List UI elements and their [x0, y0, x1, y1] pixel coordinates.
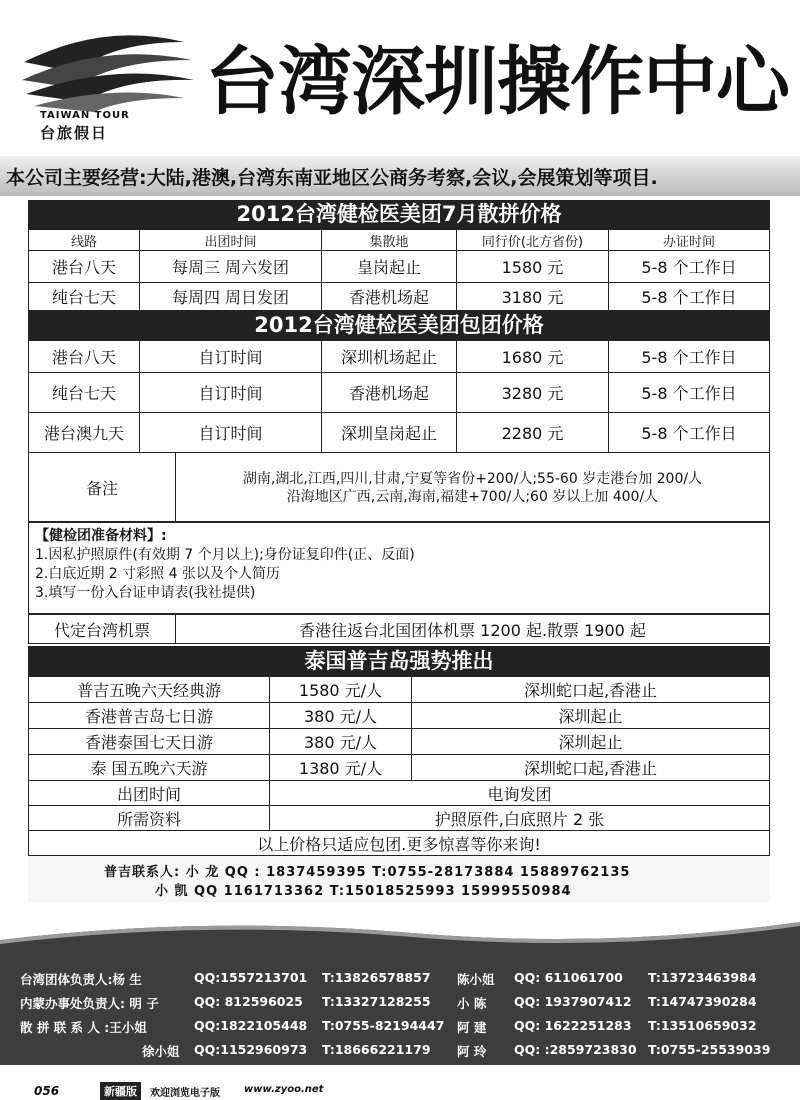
- logo-chinese-text: 台旅假日: [40, 124, 109, 142]
- col-header-gather: 集散地: [321, 229, 457, 251]
- page-number: 056: [34, 1084, 60, 1098]
- footer-r4-qq2: QQ: :2859723830: [514, 1042, 637, 1057]
- thai-docs-value: 护照原件,白底照片 2 张: [269, 805, 770, 831]
- footer-r1-name2: 陈小姐: [457, 972, 495, 987]
- note-line-1: 湖南,湖北,江西,四川,甘肃,宁夏等省份+200/人;55-60 岁走港台加 200/人: [242, 471, 703, 487]
- footer-r4-name2: 阿 玲: [457, 1044, 487, 1059]
- footer-r1-tel2: T:13723463984: [648, 970, 757, 985]
- puji-contact-line-2: 小 凯 QQ 1161713362 T:15018525993 15999550984: [155, 884, 572, 899]
- thai-row-4-depart: 深圳蛇口起,香港止: [411, 754, 770, 781]
- footer-r4-name: 徐小姐: [142, 1044, 180, 1059]
- ticket-label: 代定台湾机票: [28, 614, 176, 644]
- materials-item-3: 3.填写一份入台证申请表(我社提供): [35, 585, 256, 601]
- thai-row-1-depart: 深圳蛇口起,香港止: [411, 676, 770, 703]
- thailand-section-title: 泰国普吉岛强势推出: [28, 646, 770, 676]
- page-title: 台湾深圳操作中心: [205, 39, 789, 125]
- baotuan-row-3-price: 2280 元: [456, 412, 609, 453]
- footer-r2-qq2: QQ: 1937907412: [514, 994, 632, 1009]
- footer-r4-tel1: T:18666221179: [322, 1042, 431, 1057]
- footer-r3-name: 散 拼 联 系 人 :王小姐: [20, 1020, 147, 1035]
- thai-depart-label: 出团时间: [28, 780, 270, 806]
- baotuan-row-3-visa: 5-8 个工作日: [608, 412, 770, 453]
- sanpin-row-1-gather: 皇岗起止: [321, 250, 457, 283]
- business-scope-bar: [0, 156, 800, 196]
- thai-row-3-depart: 深圳起止: [411, 728, 770, 755]
- thai-depart-value: 电询发团: [269, 780, 770, 806]
- thai-row-4-price: 1380 元/人: [269, 754, 412, 781]
- sanpin-row-1-depart: 每周三 周六发团: [139, 250, 322, 283]
- page-tagline: 欢迎浏览电子版: [150, 1088, 220, 1099]
- footer-r1-qq2: QQ: 611061700: [514, 970, 623, 985]
- col-header-route: 线路: [28, 229, 140, 251]
- footer-r2-name: 内蒙办事处负责人: 明 子: [20, 996, 159, 1011]
- thai-row-4-route: 泰 国五晚六天游: [28, 754, 270, 781]
- footer-r2-name2: 小 陈: [457, 996, 487, 1011]
- logo-english-text: TAIWAN TOUR: [40, 110, 130, 121]
- footer-r3-tel1: T:0755-82194447: [322, 1018, 445, 1033]
- materials-box: [28, 522, 770, 614]
- sanpin-row-2-price: 3180 元: [456, 282, 609, 311]
- thai-row-2-depart: 深圳起止: [411, 702, 770, 729]
- footer-r1-qq1: QQ:1557213701: [194, 970, 308, 985]
- baotuan-row-1-price: 1680 元: [456, 340, 609, 373]
- sanpin-row-2-route: 纯台七天: [28, 282, 140, 311]
- footer-r1-name: 台湾团体负责人:杨 生: [20, 972, 142, 987]
- baotuan-row-1-gather: 深圳机场起止: [321, 340, 457, 373]
- puji-contact-line-1: 普吉联系人: 小 龙 QQ : 1837459395 T:0755-28173884 15889762135: [104, 865, 631, 880]
- footer-r3-qq2: QQ: 1622251283: [514, 1018, 632, 1033]
- footer-r3-name2: 阿 建: [457, 1020, 487, 1035]
- sanpin-row-1-route: 港台八天: [28, 250, 140, 283]
- baotuan-section-title: 2012台湾健检医美团包团价格: [28, 311, 770, 340]
- ticket-value: 香港往返台北国团体机票 1200 起.散票 1900 起: [175, 614, 770, 644]
- edition-badge: 新疆版: [100, 1082, 141, 1100]
- page-header: [0, 0, 800, 152]
- sanpin-row-1-price: 1580 元: [456, 250, 609, 283]
- baotuan-row-3-depart: 自订时间: [139, 412, 322, 453]
- footer-r2-tel1: T:13327128255: [322, 994, 431, 1009]
- baotuan-row-1-route: 港台八天: [28, 340, 140, 373]
- sanpin-row-2-gather: 香港机场起: [321, 282, 457, 311]
- sanpin-section-title: 2012台湾健检医美团7月散拼价格: [28, 200, 770, 229]
- footer-r2-qq1: QQ: 812596025: [194, 994, 303, 1009]
- baotuan-row-1-depart: 自订时间: [139, 340, 322, 373]
- col-header-depart: 出团时间: [139, 229, 322, 251]
- thai-row-3-price: 380 元/人: [269, 728, 412, 755]
- website-link[interactable]: www.zyoo.net: [244, 1084, 324, 1095]
- thai-row-1-price: 1580 元/人: [269, 676, 412, 703]
- footer-r4-qq1: QQ:1152960973: [194, 1042, 308, 1057]
- thai-slogan: 以上价格只适应包团.更多惊喜等你来询!: [28, 830, 770, 856]
- baotuan-row-3-gather: 深圳皇岗起止: [321, 412, 457, 453]
- materials-item-1: 1.因私护照原件(有效期 7 个月以上);身份证复印件(正、反面): [35, 547, 415, 563]
- footer-r3-qq1: QQ:1822105448: [194, 1018, 308, 1033]
- footer-r1-tel1: T:13826578857: [322, 970, 431, 985]
- baotuan-row-2-gather: 香港机场起: [321, 372, 457, 413]
- sanpin-row-2-depart: 每周四 周日发团: [139, 282, 322, 311]
- thai-row-2-price: 380 元/人: [269, 702, 412, 729]
- footer-r4-tel2: T:0755-25539039: [648, 1042, 771, 1057]
- col-header-visa: 办证时间: [608, 229, 770, 251]
- baotuan-row-2-price: 3280 元: [456, 372, 609, 413]
- footer-r2-tel2: T:14747390284: [648, 994, 757, 1009]
- materials-title: 【健检团准备材料】:: [35, 528, 167, 544]
- materials-item-2: 2.白底近期 2 寸彩照 4 张以及个人简历: [35, 566, 280, 582]
- note-line-2: 沿海地区广西,云南,海南,福建+700/人;60 岁以上加 400/人: [286, 489, 659, 505]
- thai-row-2-route: 香港普吉岛七日游: [28, 702, 270, 729]
- col-header-price: 同行价(北方省份): [456, 229, 609, 251]
- baotuan-row-2-visa: 5-8 个工作日: [608, 372, 770, 413]
- footer-r3-tel2: T:13510659032: [648, 1018, 757, 1033]
- thai-row-3-route: 香港泰国七天日游: [28, 728, 270, 755]
- note-label: 备注: [28, 452, 176, 522]
- baotuan-row-1-visa: 5-8 个工作日: [608, 340, 770, 373]
- sanpin-row-1-visa: 5-8 个工作日: [608, 250, 770, 283]
- sanpin-row-2-visa: 5-8 个工作日: [608, 282, 770, 311]
- baotuan-row-2-route: 纯台七天: [28, 372, 140, 413]
- thai-row-1-route: 普吉五晚六天经典游: [28, 676, 270, 703]
- baotuan-row-2-depart: 自订时间: [139, 372, 322, 413]
- business-scope-text: 本公司主要经营:大陆,港澳,台湾东南亚地区公商务考察,会议,会展策划等项目.: [6, 167, 658, 189]
- thai-docs-label: 所需资料: [28, 805, 270, 831]
- footer-wave-decoration-icon: [0, 910, 800, 950]
- baotuan-row-3-route: 港台澳九天: [28, 412, 140, 453]
